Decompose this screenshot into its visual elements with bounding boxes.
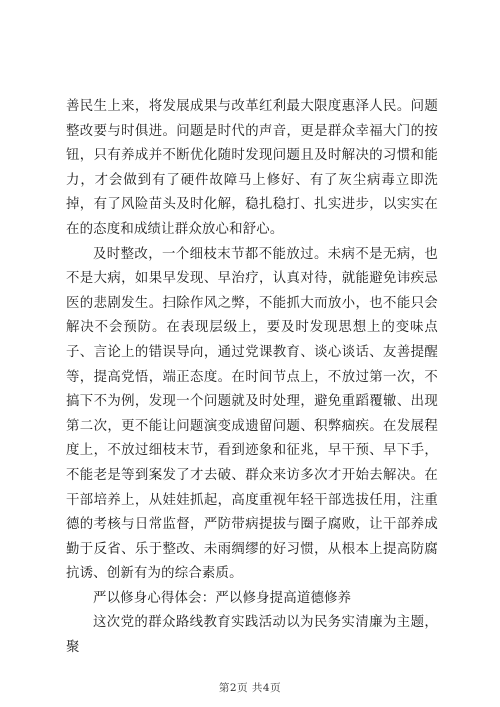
- section-heading: 严以修身心得体会：严以修身提高道德修养: [93, 590, 352, 606]
- paragraph-1: 善民生上来，将发展成果与改革红利最大限度惠泽人民。问题整改要与时俱进。问题是时代的声音，更是群众幸福大门的按钮，只有养成并不断优化随时发现问题且及时解决的习惯和能力，才会做到有了硬件故障马上修好、有了灰尘病毒立即洗掉，有了风险苗头及时化解，稳扎稳打、扎实进步，以实实在在的态度和成绩让群众放心和舒心。: [66, 99, 438, 237]
- paragraph-3: 这次党的群众路线教育实践活动以为民务实清廉为主题，聚: [66, 615, 438, 656]
- paragraph-2: 及时整改，一个细枝末节都不能放过。未病不是无病，也不是大病，如果早发现、早治疗，认真对待，就能避免讳疾忌医的悲剧发生。扫除作风之弊，不能抓大而放小，也不能只会解决不会预防。在表现层级上，要及时发现思想上的变味点子、言论上的错误导向，通过党课教育、谈心谈话、友善提醒等，提高党悟，端正态度。在时间节点上，不放过第一次，不搞下不为例，发现一个问题就及时处理，避免重蹈覆辙、出现第二次，更不能让问题演变成遗留问题、积弊痼疾。在发展程度上，不放过细枝末节，看到迹象和征兆，早干预、早下手，不能老是等到案发了才去破、群众来访多次才开始去解决。在干部培养上，从娃娃抓起，高度重视年轻干部选拔任用，注重德的考核与日常监督，严防带病提拔与圈子腐败，让干部养成勤于反省、乐于整改、未雨绸缪的好习惯，从根本上提高防腐抗诱、创新有为的综合素质。: [66, 246, 438, 582]
- page-number-footer: 第2页 共4页: [218, 682, 282, 694]
- document-body: [66, 95, 438, 661]
